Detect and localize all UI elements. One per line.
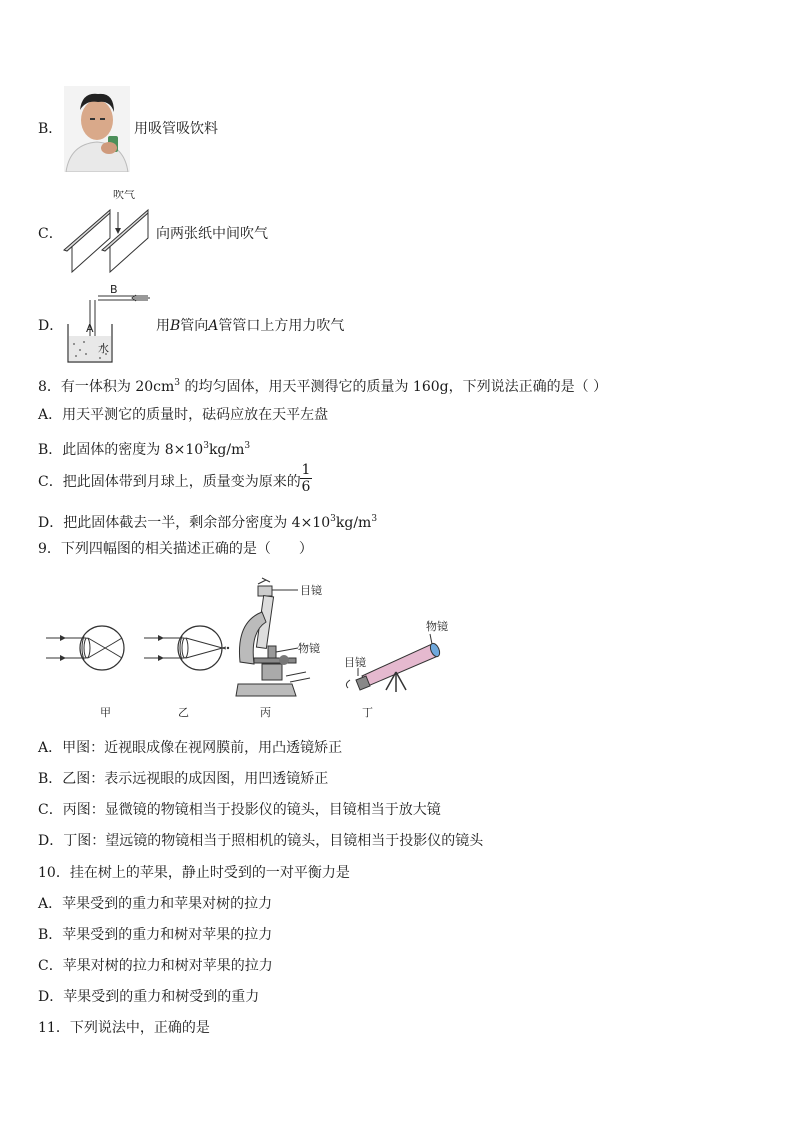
- telescope-diagram-ding: [344, 619, 448, 719]
- text-part: D．把此固体截去一半，剩余部分密度为 4×10: [38, 515, 331, 531]
- question-10-option-b: B．苹果受到的重力和树对苹果的拉力: [38, 927, 273, 943]
- text-part: 的均匀固体，用天平测得它的质量为 160g，下列说法正确的是（ ）: [180, 379, 608, 395]
- option-text: 用吸管吸饮料: [134, 121, 218, 137]
- eyepiece-label-bing: 目镜: [300, 584, 322, 597]
- superscript: 3: [203, 441, 209, 451]
- two-papers-figure: [62, 190, 154, 276]
- question-9-option-b: B．乙图：表示远视眼的成因图，用凹透镜矫正: [38, 771, 329, 787]
- question-9-stem: 9．下列四幅图的相关描述正确的是（ ）: [38, 541, 313, 557]
- boy-drinking-photo: [64, 86, 130, 172]
- question-10-option-a: A．苹果受到的重力和苹果对树的拉力: [38, 896, 273, 912]
- question-11-stem: 11．下列说法中，正确的是: [38, 1020, 210, 1036]
- question-9-option-d: D．丁图：望远镜的物镜相当于照相机的镜头，目镜相当于投影仪的镜头: [38, 833, 484, 849]
- text-part: kg/m: [208, 442, 245, 458]
- superscript: 3: [244, 441, 251, 451]
- var-b: B: [170, 318, 181, 334]
- question-10-stem: 10．挂在树上的苹果，静止时受到的一对平衡力是: [38, 865, 350, 881]
- figure-label-jia: 甲: [100, 706, 111, 719]
- text-part: 用: [156, 318, 170, 334]
- question-8-option-d: [38, 510, 377, 532]
- microscope-diagram-bing: [236, 578, 322, 719]
- question-9-option-a: A．甲图：近视眼成像在视网膜前，用凸透镜矫正: [38, 740, 343, 756]
- question-9-option-c: C．丙图：显微镜的物镜相当于投影仪的镜头，目镜相当于放大镜: [38, 802, 441, 818]
- question-8-option-a: A．用天平测它的质量时，砝码应放在天平左盘: [38, 407, 329, 423]
- beaker-tubes-figure: [62, 284, 154, 368]
- question-8-option-c: C．把此固体带到月球上，质量变为原来的: [38, 474, 301, 490]
- tube-b-label: B: [110, 284, 118, 296]
- fraction-one-sixth: [300, 462, 312, 495]
- question-10-option-c: C．苹果对树的拉力和树对苹果的拉力: [38, 958, 273, 974]
- option-text: 向两张纸中间吹气: [156, 226, 268, 242]
- figure-label-bing: 丙: [260, 706, 271, 719]
- eye-diagram-yi: [144, 626, 229, 670]
- objective-label-ding: 物镜: [426, 620, 448, 633]
- option-text: [156, 317, 344, 335]
- water-label: 水: [98, 342, 109, 355]
- superscript: 3: [330, 514, 336, 524]
- var-a: A: [208, 318, 219, 334]
- superscript: 3: [174, 378, 181, 388]
- question-8-stem: [38, 374, 607, 396]
- figure-label-yi: 乙: [178, 706, 189, 719]
- optics-figures: [40, 572, 460, 722]
- text-part: 8．有一体积为 20cm: [38, 379, 175, 395]
- blow-label: 吹气: [113, 190, 135, 201]
- superscript: 3: [371, 514, 378, 524]
- text-part: kg/m: [335, 515, 372, 531]
- eyepiece-label-ding: 目镜: [344, 656, 366, 669]
- numerator: 1: [301, 462, 311, 478]
- tube-a-label: A: [86, 322, 94, 335]
- option-letter: C．: [38, 226, 63, 242]
- text-part: 管管口上方用力吹气: [218, 318, 345, 334]
- denominator: 6: [301, 479, 311, 495]
- text-part: B．此固体的密度为 8×10: [38, 442, 204, 458]
- option-letter: B．: [38, 121, 63, 137]
- text-part: 管向: [180, 318, 209, 334]
- question-8-option-b: [38, 437, 250, 459]
- option-letter: D．: [38, 318, 64, 334]
- question-10-option-d: D．苹果受到的重力和树受到的重力: [38, 989, 260, 1005]
- figure-label-ding: 丁: [362, 706, 373, 719]
- eye-diagram-jia: [46, 626, 124, 670]
- objective-label-bing: 物镜: [298, 642, 320, 655]
